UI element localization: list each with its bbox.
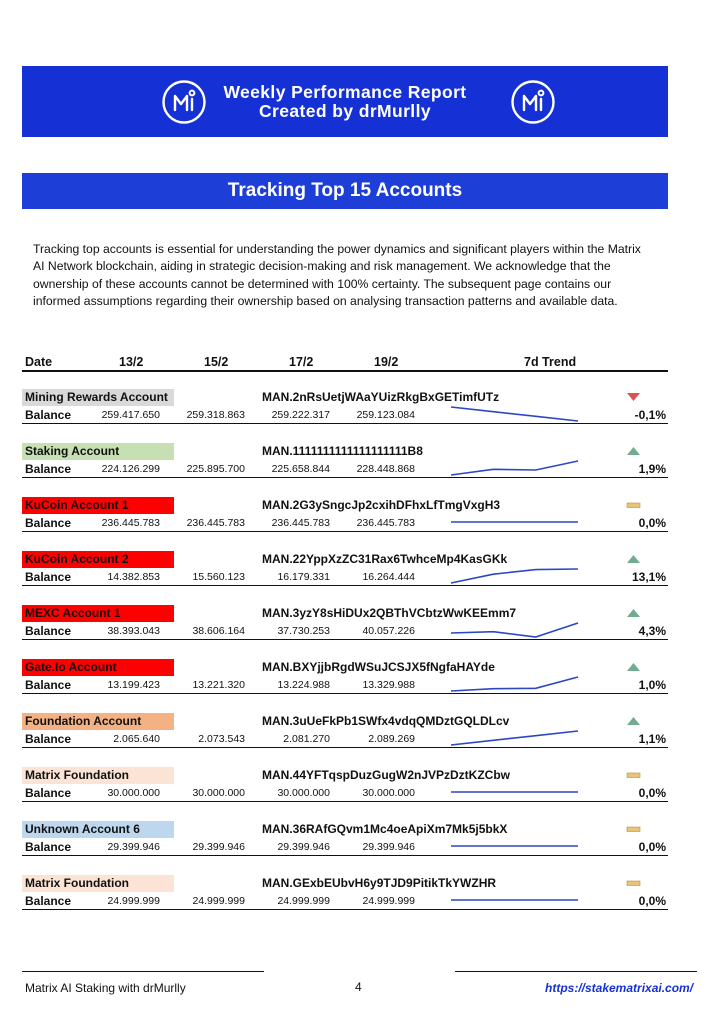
balance-value: 228.448.868: [356, 463, 415, 475]
change-percent: 1,9%: [638, 462, 666, 476]
row-divider: [22, 693, 668, 694]
balance-value: 14.382.853: [107, 571, 160, 583]
balance-value: 225.895.700: [186, 463, 245, 475]
account-name: KuCoin Account 2: [25, 552, 129, 566]
balance-label: Balance: [25, 624, 72, 638]
account-name: Gate.Io Account: [25, 660, 117, 674]
col-header-19-2: 19/2: [374, 355, 399, 369]
account-row: [0, 551, 724, 591]
balance-value: 236.445.783: [101, 517, 160, 529]
account-row: [0, 443, 724, 483]
account-address: MAN.BXYjjbRgdWSuJCSJX5fNgfaHAYde: [262, 660, 495, 674]
trend-up-icon: [626, 662, 641, 672]
row-divider: [22, 639, 668, 640]
balance-value: 29.399.946: [107, 841, 160, 853]
col-header-15-2: 15/2: [204, 355, 229, 369]
matrix-logo-icon: [161, 79, 207, 125]
balance-value: 2.081.270: [283, 733, 330, 745]
trend-up-icon: [626, 554, 641, 564]
banner-title-line2: Created by drMurlly: [259, 100, 431, 121]
account-address: MAN.3uUeFkPb1SWfx4vdqQMDztGQLDLcv: [262, 714, 510, 728]
row-divider: [22, 531, 668, 532]
balance-value: 24.999.999: [277, 895, 330, 907]
balance-label: Balance: [25, 840, 72, 854]
account-name: Mining Rewards Account: [25, 390, 168, 404]
balance-value: 13.221.320: [192, 679, 245, 691]
col-header-7d-trend: 7d Trend: [524, 355, 577, 369]
trend-sparkline: [450, 566, 580, 586]
sparkline-path: [451, 407, 578, 421]
row-divider: [22, 585, 668, 586]
balance-value: 259.123.084: [356, 409, 415, 421]
trend-sparkline: [450, 890, 580, 910]
change-percent: 13,1%: [631, 570, 666, 584]
account-address: MAN.44YFTqspDuzGugW2nJVPzDztKZCbw: [262, 768, 510, 782]
trend-up-icon: [626, 446, 641, 456]
balance-value: 2.073.543: [198, 733, 245, 745]
trend-up-icon: [626, 608, 641, 618]
balance-value: 24.999.999: [192, 895, 245, 907]
balance-value: 236.445.783: [271, 517, 330, 529]
account-address: MAN.36RAfGQvm1Mc4oeApiXm7Mk5j5bkX: [262, 822, 508, 836]
balance-value: 37.730.253: [277, 625, 330, 637]
balance-value: 38.606.164: [192, 625, 245, 637]
account-address: MAN.1111111111111111111B8: [262, 444, 423, 458]
balance-value: 30.000.000: [192, 787, 245, 799]
row-divider: [22, 801, 668, 802]
account-name: Foundation Account: [25, 714, 142, 728]
balance-label: Balance: [25, 516, 72, 530]
account-name: MEXC Account 1: [25, 606, 121, 620]
account-name: Staking Account: [25, 444, 120, 458]
footer-website-link[interactable]: https://stakematrixai.com/: [545, 981, 694, 995]
account-address: MAN.22YppXzZC31Rax6TwhceMp4KasGKk: [262, 552, 508, 566]
balance-value: 236.445.783: [186, 517, 245, 529]
balance-value: 24.999.999: [362, 895, 415, 907]
sparkline-path: [451, 461, 578, 475]
col-header-date: Date: [25, 355, 53, 369]
row-divider: [22, 423, 668, 424]
trend-sparkline: [450, 620, 580, 640]
change-percent: 0,0%: [638, 894, 666, 908]
account-address: MAN.2nRsUetjWAaYUizRkgBxGETimfUTz: [262, 390, 500, 404]
balance-value: 30.000.000: [277, 787, 330, 799]
account-row: [0, 389, 724, 429]
change-percent: 0,0%: [638, 786, 666, 800]
balance-value: 16.264.444: [362, 571, 415, 583]
change-percent: 1,0%: [638, 678, 666, 692]
trend-flat-icon: [626, 824, 641, 834]
trend-sparkline: [450, 404, 580, 424]
banner-title-line1: Weekly Performance Report: [223, 81, 467, 102]
balance-label: Balance: [25, 678, 72, 692]
change-percent: 4,3%: [638, 624, 666, 638]
balance-value: 13.199.423: [107, 679, 160, 691]
balance-value: 29.399.946: [277, 841, 330, 853]
balance-value: 38.393.043: [107, 625, 160, 637]
trend-up-icon: [626, 716, 641, 726]
balance-value: 2.089.269: [368, 733, 415, 745]
sparkline-path: [451, 731, 578, 745]
trend-flat-icon: [626, 770, 641, 780]
account-name: Matrix Foundation: [25, 876, 129, 890]
balance-label: Balance: [25, 786, 72, 800]
account-name: Matrix Foundation: [25, 768, 129, 782]
sparkline-path: [451, 569, 578, 583]
change-percent: 1,1%: [638, 732, 666, 746]
account-row: [0, 659, 724, 699]
intro-paragraph: Tracking top accounts is essential for understanding the power dynamics and significant players within the Matrix AI Network blockchain, aiding in strategic decision-making and risk management. We acknowledge that the ownership of these accounts cannot be determined with 100% certainty. The subsequent page contains our informed assumptions regarding their ownership based on analysing transaction patterns and available data.: [33, 242, 641, 309]
row-divider: [22, 909, 668, 910]
header-divider: [22, 370, 668, 372]
balance-value: 30.000.000: [107, 787, 160, 799]
account-address: MAN.GExbEUbvH6y9TJD9PitikTkYWZHR: [262, 876, 497, 890]
balance-value: 15.560.123: [192, 571, 245, 583]
balance-label: Balance: [25, 408, 72, 422]
account-address: MAN.3yzY8sHiDUx2QBThVCbtzWwKEEmm7: [262, 606, 517, 620]
col-header-17-2: 17/2: [289, 355, 314, 369]
balance-value: 30.000.000: [362, 787, 415, 799]
account-name: Unknown Account 6: [25, 822, 140, 836]
account-row: [0, 767, 724, 807]
balance-label: Balance: [25, 462, 72, 476]
trend-down-icon: [626, 392, 641, 402]
account-row: [0, 821, 724, 861]
col-header-13-2: 13/2: [119, 355, 144, 369]
row-divider: [22, 477, 668, 478]
balance-value: 13.329.988: [362, 679, 415, 691]
balance-value: 13.224.988: [277, 679, 330, 691]
change-percent: 0,0%: [638, 516, 666, 530]
balance-label: Balance: [25, 732, 72, 746]
change-percent: -0,1%: [634, 408, 666, 422]
balance-value: 2.065.640: [113, 733, 160, 745]
balance-value: 29.399.946: [362, 841, 415, 853]
account-row: [0, 497, 724, 537]
trend-sparkline: [450, 674, 580, 694]
balance-value: 40.057.226: [362, 625, 415, 637]
account-address: MAN.2G3ySngcJp2cxihDFhxLfTmgVxgH3: [262, 498, 501, 512]
row-divider: [22, 855, 668, 856]
balance-value: 236.445.783: [356, 517, 415, 529]
footer-left-text: Matrix AI Staking with drMurlly: [25, 981, 186, 995]
sparkline-path: [451, 677, 578, 691]
balance-value: 225.658.844: [271, 463, 330, 475]
balance-value: 16.179.331: [277, 571, 330, 583]
account-name: KuCoin Account 1: [25, 498, 129, 512]
change-percent: 0,0%: [638, 840, 666, 854]
matrix-logo-icon: [510, 79, 556, 125]
account-row: [0, 875, 724, 915]
page-number: 4: [355, 980, 362, 994]
section-title: Tracking Top 15 Accounts: [227, 180, 463, 201]
footer-rule-left: [22, 971, 264, 972]
trend-sparkline: [450, 782, 580, 802]
row-divider: [22, 747, 668, 748]
balance-value: 29.399.946: [192, 841, 245, 853]
trend-sparkline: [450, 728, 580, 748]
trend-sparkline: [450, 512, 580, 532]
balance-value: 259.417.650: [101, 409, 160, 421]
balance-value: 259.222.317: [271, 409, 330, 421]
sparkline-path: [451, 623, 578, 637]
banner-title: [223, 83, 466, 121]
trend-sparkline: [450, 458, 580, 478]
balance-value: 224.126.299: [101, 463, 160, 475]
report-banner: [22, 66, 668, 137]
trend-flat-icon: [626, 500, 641, 510]
balance-value: 24.999.999: [107, 895, 160, 907]
account-row: [0, 713, 724, 753]
section-header: [22, 173, 668, 209]
balance-label: Balance: [25, 570, 72, 584]
footer-rule-right: [455, 971, 697, 972]
balance-label: Balance: [25, 894, 72, 908]
account-row: [0, 605, 724, 645]
balance-value: 259.318.863: [186, 409, 245, 421]
trend-flat-icon: [626, 878, 641, 888]
trend-sparkline: [450, 836, 580, 856]
